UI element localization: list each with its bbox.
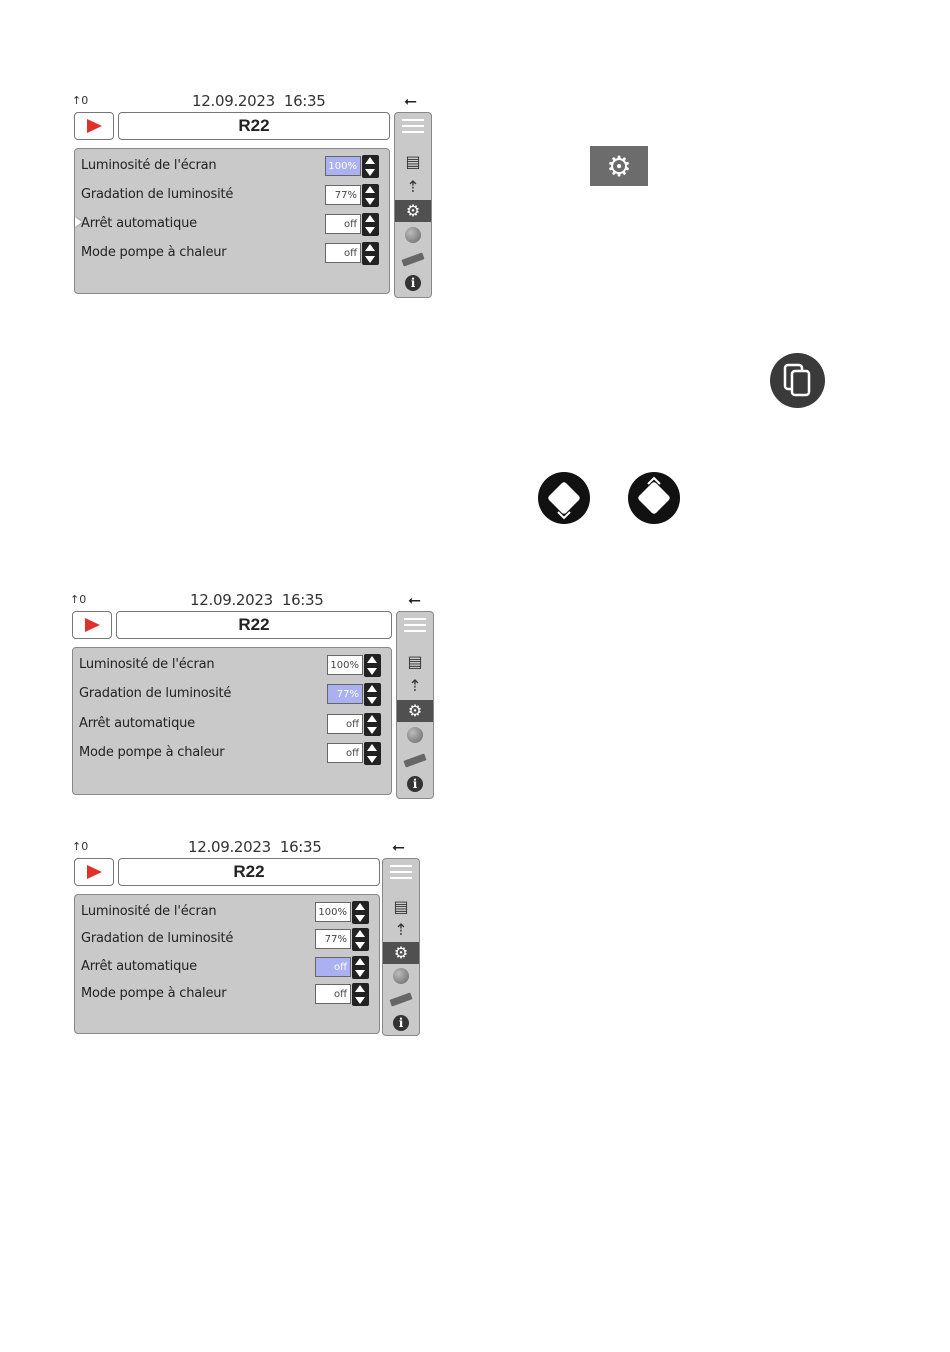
setting-value[interactable]: 100%: [315, 902, 351, 922]
setting-label: Luminosité de l'écran: [81, 158, 217, 173]
play-button[interactable]: [74, 112, 114, 140]
menu-icon[interactable]: [395, 115, 431, 137]
settings-row[interactable]: [81, 901, 373, 925]
settings-panel: [74, 894, 380, 1034]
info-icon[interactable]: i: [395, 272, 431, 294]
nav-down-icon[interactable]: [538, 472, 590, 524]
settings-row[interactable]: [79, 654, 385, 678]
settings-panel: [72, 647, 392, 795]
page-title: R22: [116, 611, 392, 639]
settings-row[interactable]: [81, 242, 383, 266]
up-down-stepper-icon[interactable]: [362, 155, 379, 178]
screens-icon[interactable]: ▤: [407, 652, 423, 671]
settings-panel: [74, 148, 390, 294]
settings-screen-2: [70, 591, 438, 797]
up-down-stepper-icon[interactable]: [364, 654, 381, 677]
gear-icon[interactable]: ⚙: [397, 700, 433, 722]
gear-icon[interactable]: ⚙: [590, 146, 648, 186]
settings-row[interactable]: [79, 713, 385, 737]
up-down-stepper-icon[interactable]: [364, 742, 381, 765]
datetime: 12.09.2023 16:35: [192, 92, 326, 110]
setting-value[interactable]: 100%: [327, 655, 363, 675]
wifi-icon[interactable]: ⇡: [408, 676, 422, 695]
up-down-stepper-icon[interactable]: [352, 928, 369, 951]
globe-icon[interactable]: [383, 965, 419, 987]
settings-row[interactable]: [79, 742, 385, 766]
play-button[interactable]: [74, 858, 114, 886]
copy-icon[interactable]: [770, 353, 825, 408]
antenna-icon: ↑0: [72, 94, 89, 107]
setting-value[interactable]: off: [325, 214, 361, 234]
status-bar: [72, 838, 422, 856]
setting-label: Mode pompe à chaleur: [81, 986, 227, 1001]
usb-icon: ⭠: [408, 590, 421, 609]
page-title: R22: [118, 112, 390, 140]
setting-value[interactable]: off: [315, 984, 351, 1004]
setting-label: Gradation de luminosité: [81, 187, 234, 202]
info-icon[interactable]: i: [383, 1012, 419, 1034]
settings-screen-1: [72, 92, 434, 296]
gear-icon[interactable]: ⚙: [383, 942, 419, 964]
up-down-stepper-icon[interactable]: [364, 683, 381, 706]
sidebar: [394, 112, 432, 298]
setting-label: Gradation de luminosité: [81, 931, 234, 946]
globe-icon[interactable]: [395, 224, 431, 246]
settings-row[interactable]: [81, 184, 383, 208]
screens-icon[interactable]: ▤: [405, 152, 421, 171]
settings-screen-3: [72, 838, 422, 1034]
ruler-icon[interactable]: [383, 988, 419, 1010]
settings-row[interactable]: [81, 155, 383, 179]
settings-row[interactable]: [81, 983, 373, 1007]
setting-value[interactable]: 100%: [325, 156, 361, 176]
screens-icon[interactable]: ▤: [393, 897, 409, 916]
settings-row[interactable]: [81, 956, 373, 980]
up-down-stepper-icon[interactable]: [352, 901, 369, 924]
setting-label: Luminosité de l'écran: [79, 657, 215, 672]
menu-icon[interactable]: [383, 861, 419, 883]
antenna-icon: ↑0: [72, 840, 89, 853]
status-bar: [72, 92, 434, 110]
wifi-icon[interactable]: ⇡: [394, 920, 408, 939]
setting-label: Mode pompe à chaleur: [81, 245, 227, 260]
setting-value[interactable]: off: [327, 714, 363, 734]
settings-row[interactable]: [81, 928, 373, 952]
ruler-icon[interactable]: [397, 749, 433, 771]
info-icon[interactable]: i: [397, 773, 433, 795]
setting-value[interactable]: 77%: [325, 185, 361, 205]
setting-label: Luminosité de l'écran: [81, 904, 217, 919]
setting-label: Arrêt automatique: [79, 716, 195, 731]
up-down-stepper-icon[interactable]: [362, 213, 379, 236]
setting-label: Arrêt automatique: [81, 216, 197, 231]
up-down-stepper-icon[interactable]: [364, 713, 381, 736]
setting-label: Arrêt automatique: [81, 959, 197, 974]
setting-value[interactable]: off: [325, 243, 361, 263]
usb-icon: ⭠: [392, 837, 405, 856]
usb-icon: ⭠: [404, 91, 417, 110]
sidebar: [396, 611, 434, 799]
setting-value[interactable]: 77%: [327, 684, 363, 704]
wifi-icon[interactable]: ⇡: [406, 177, 420, 196]
ruler-icon[interactable]: [395, 248, 431, 270]
globe-icon[interactable]: [397, 724, 433, 746]
up-down-stepper-icon[interactable]: [352, 956, 369, 979]
up-down-stepper-icon[interactable]: [362, 184, 379, 207]
setting-label: Mode pompe à chaleur: [79, 745, 225, 760]
page-title: R22: [118, 858, 380, 886]
play-button[interactable]: [72, 611, 112, 639]
up-down-stepper-icon[interactable]: [362, 242, 379, 265]
setting-value[interactable]: off: [327, 743, 363, 763]
setting-value[interactable]: off: [315, 957, 351, 977]
datetime: 12.09.2023 16:35: [188, 838, 322, 856]
setting-label: Gradation de luminosité: [79, 686, 232, 701]
menu-icon[interactable]: [397, 614, 433, 636]
status-bar: [70, 591, 438, 609]
settings-row[interactable]: [79, 683, 385, 707]
gear-icon[interactable]: ⚙: [395, 200, 431, 222]
up-down-stepper-icon[interactable]: [352, 983, 369, 1006]
datetime: 12.09.2023 16:35: [190, 591, 324, 609]
antenna-icon: ↑0: [70, 593, 87, 606]
settings-row[interactable]: [81, 213, 383, 237]
nav-up-icon[interactable]: [628, 472, 680, 524]
setting-value[interactable]: 77%: [315, 929, 351, 949]
sidebar: [382, 858, 420, 1036]
